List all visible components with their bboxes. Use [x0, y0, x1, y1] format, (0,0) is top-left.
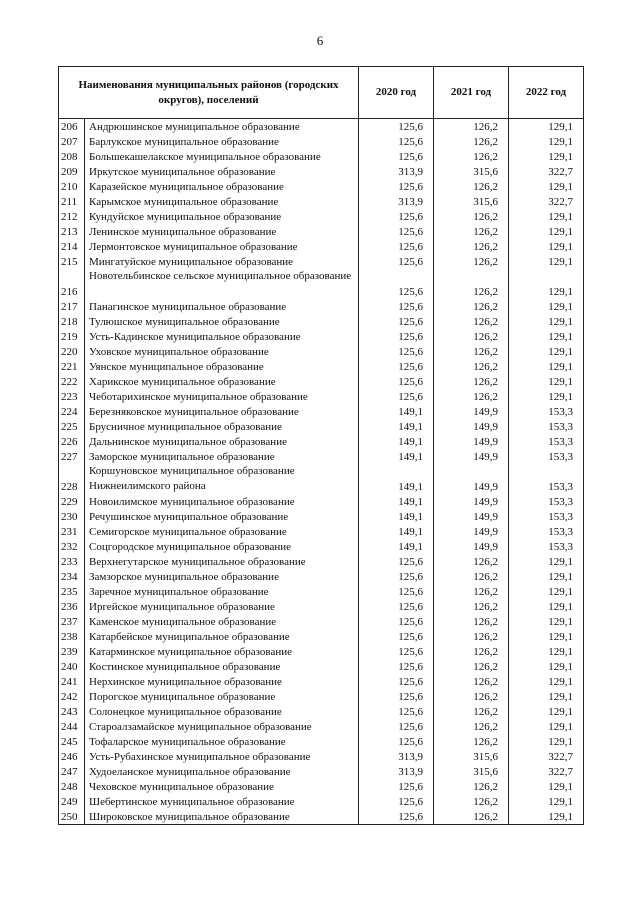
value-2022: 153,3 — [509, 509, 584, 524]
value-2020: 149,1 — [359, 539, 434, 554]
row-number: 215 — [59, 254, 85, 269]
table-row — [59, 524, 584, 539]
value-2021: 126,2 — [434, 299, 509, 314]
table-row — [59, 149, 584, 164]
row-name: Кундуйское муниципальное образование — [85, 209, 359, 224]
value-2021: 126,2 — [434, 704, 509, 719]
value-2021: 126,2 — [434, 674, 509, 689]
table-row — [59, 584, 584, 599]
allocation-table — [58, 66, 584, 825]
value-2021: 149,9 — [434, 524, 509, 539]
value-2020: 125,6 — [359, 809, 434, 825]
value-2021: 126,2 — [434, 254, 509, 269]
value-2022: 129,1 — [509, 374, 584, 389]
value-2021: 126,2 — [434, 734, 509, 749]
value-2022: 129,1 — [509, 269, 584, 299]
row-name: Чеховское муниципальное образование — [85, 779, 359, 794]
table-row — [59, 314, 584, 329]
row-number: 212 — [59, 209, 85, 224]
row-name: Катарбейское муниципальное образование — [85, 629, 359, 644]
value-2021: 149,9 — [434, 509, 509, 524]
value-2021: 315,6 — [434, 194, 509, 209]
table-row — [59, 134, 584, 149]
row-name: Харикское муниципальное образование — [85, 374, 359, 389]
value-2021: 126,2 — [434, 149, 509, 164]
value-2022: 129,1 — [509, 389, 584, 404]
value-2021: 149,9 — [434, 434, 509, 449]
value-2021: 126,2 — [434, 614, 509, 629]
row-name: Тофаларское муниципальное образование — [85, 734, 359, 749]
value-2021: 126,2 — [434, 209, 509, 224]
value-2022: 129,1 — [509, 299, 584, 314]
table-row — [59, 779, 584, 794]
value-2020: 125,6 — [359, 374, 434, 389]
value-2021: 126,2 — [434, 809, 509, 825]
value-2020: 149,1 — [359, 509, 434, 524]
page-number: 6 — [316, 33, 324, 48]
value-2020: 125,6 — [359, 779, 434, 794]
row-number: 228 — [59, 464, 85, 494]
value-2021: 126,2 — [434, 689, 509, 704]
value-2021: 149,9 — [434, 449, 509, 464]
value-2021: 149,9 — [434, 539, 509, 554]
value-2020: 313,9 — [359, 164, 434, 179]
table-row — [59, 809, 584, 825]
value-2021: 126,2 — [434, 224, 509, 239]
value-2022: 129,1 — [509, 359, 584, 374]
value-2020: 125,6 — [359, 254, 434, 269]
value-2020: 125,6 — [359, 704, 434, 719]
value-2021: 126,2 — [434, 569, 509, 584]
value-2020: 125,6 — [359, 269, 434, 299]
value-2021: 126,2 — [434, 389, 509, 404]
value-2022: 322,7 — [509, 194, 584, 209]
header-2021: 2021 год — [434, 67, 509, 119]
row-number: 216 — [59, 269, 85, 299]
row-number: 240 — [59, 659, 85, 674]
row-name: Иргейское муниципальное образование — [85, 599, 359, 614]
row-name: Усть-Кадинское муниципальное образование — [85, 329, 359, 344]
row-name: Семигорское муниципальное образование — [85, 524, 359, 539]
row-name: Новоилимское муниципальное образование — [85, 494, 359, 509]
row-name: Карымское муниципальное образование — [85, 194, 359, 209]
value-2020: 125,6 — [359, 569, 434, 584]
value-2020: 125,6 — [359, 344, 434, 359]
value-2021: 126,2 — [434, 269, 509, 299]
row-number: 218 — [59, 314, 85, 329]
value-2021: 126,2 — [434, 599, 509, 614]
row-name: Большекашелакское муниципальное образование — [85, 149, 359, 164]
value-2022: 129,1 — [509, 224, 584, 239]
value-2020: 125,6 — [359, 644, 434, 659]
value-2021: 126,2 — [434, 329, 509, 344]
table-row — [59, 269, 584, 299]
row-name: Коршуновское муниципальное образование Нижнеилимского района — [85, 464, 359, 494]
value-2022: 153,3 — [509, 524, 584, 539]
row-number: 249 — [59, 794, 85, 809]
value-2021: 126,2 — [434, 134, 509, 149]
value-2022: 129,1 — [509, 209, 584, 224]
value-2020: 125,6 — [359, 209, 434, 224]
row-number: 225 — [59, 419, 85, 434]
row-name: Соцгородское муниципальное образование — [85, 539, 359, 554]
row-number: 242 — [59, 689, 85, 704]
table-row — [59, 689, 584, 704]
row-number: 206 — [59, 119, 85, 135]
row-number: 235 — [59, 584, 85, 599]
row-name: Речушинское муниципальное образование — [85, 509, 359, 524]
value-2022: 129,1 — [509, 239, 584, 254]
row-number: 234 — [59, 569, 85, 584]
row-name: Панагинское муниципальное образование — [85, 299, 359, 314]
row-name: Солонецкое муниципальное образование — [85, 704, 359, 719]
header-2020: 2020 год — [359, 67, 434, 119]
value-2022: 129,1 — [509, 719, 584, 734]
value-2021: 315,6 — [434, 764, 509, 779]
row-number: 232 — [59, 539, 85, 554]
value-2021: 315,6 — [434, 749, 509, 764]
value-2021: 126,2 — [434, 554, 509, 569]
row-name: Брусничное муниципальное образование — [85, 419, 359, 434]
value-2022: 129,1 — [509, 629, 584, 644]
table-row — [59, 329, 584, 344]
value-2021: 126,2 — [434, 359, 509, 374]
table-row — [59, 464, 584, 494]
value-2022: 129,1 — [509, 119, 584, 135]
row-name: Березняковское муниципальное образование — [85, 404, 359, 419]
value-2020: 313,9 — [359, 749, 434, 764]
value-2022: 129,1 — [509, 704, 584, 719]
value-2021: 149,9 — [434, 404, 509, 419]
value-2020: 125,6 — [359, 584, 434, 599]
table-row — [59, 674, 584, 689]
table-row — [59, 419, 584, 434]
value-2020: 149,1 — [359, 434, 434, 449]
value-2022: 129,1 — [509, 689, 584, 704]
value-2021: 126,2 — [434, 779, 509, 794]
row-name: Уянское муниципальное образование — [85, 359, 359, 374]
table-row — [59, 239, 584, 254]
value-2021: 126,2 — [434, 239, 509, 254]
row-name: Мингатуйское муниципальное образование — [85, 254, 359, 269]
row-name: Порогское муниципальное образование — [85, 689, 359, 704]
row-name: Усть-Рубахинское муниципальное образование — [85, 749, 359, 764]
row-number: 224 — [59, 404, 85, 419]
value-2022: 153,3 — [509, 434, 584, 449]
row-name: Широковское муниципальное образование — [85, 809, 359, 825]
header-2022: 2022 год — [509, 67, 584, 119]
value-2020: 125,6 — [359, 629, 434, 644]
value-2020: 125,6 — [359, 389, 434, 404]
row-name: Шебертинское муниципальное образование — [85, 794, 359, 809]
table-row — [59, 179, 584, 194]
table-row — [59, 539, 584, 554]
value-2022: 129,1 — [509, 644, 584, 659]
value-2022: 322,7 — [509, 749, 584, 764]
table-row — [59, 209, 584, 224]
value-2021: 126,2 — [434, 644, 509, 659]
table-row — [59, 389, 584, 404]
value-2021: 126,2 — [434, 344, 509, 359]
value-2020: 125,6 — [359, 689, 434, 704]
value-2022: 129,1 — [509, 734, 584, 749]
row-number: 229 — [59, 494, 85, 509]
value-2021: 126,2 — [434, 659, 509, 674]
value-2020: 125,6 — [359, 359, 434, 374]
table-row — [59, 629, 584, 644]
value-2020: 125,6 — [359, 119, 434, 135]
value-2020: 149,1 — [359, 494, 434, 509]
value-2020: 125,6 — [359, 329, 434, 344]
value-2020: 125,6 — [359, 134, 434, 149]
value-2021: 149,9 — [434, 494, 509, 509]
value-2020: 125,6 — [359, 719, 434, 734]
value-2022: 129,1 — [509, 809, 584, 825]
row-name: Уховское муниципальное образование — [85, 344, 359, 359]
value-2020: 149,1 — [359, 449, 434, 464]
row-number: 250 — [59, 809, 85, 825]
value-2020: 125,6 — [359, 794, 434, 809]
table-row — [59, 599, 584, 614]
value-2021: 315,6 — [434, 164, 509, 179]
row-number: 244 — [59, 719, 85, 734]
value-2021: 149,9 — [434, 464, 509, 494]
value-2022: 153,3 — [509, 464, 584, 494]
row-name: Андрюшинское муниципальное образование — [85, 119, 359, 135]
value-2020: 125,6 — [359, 224, 434, 239]
value-2020: 125,6 — [359, 179, 434, 194]
row-number: 221 — [59, 359, 85, 374]
value-2020: 125,6 — [359, 674, 434, 689]
value-2022: 129,1 — [509, 329, 584, 344]
table-row — [59, 434, 584, 449]
value-2022: 153,3 — [509, 419, 584, 434]
value-2022: 129,1 — [509, 149, 584, 164]
table-row — [59, 194, 584, 209]
table-row — [59, 254, 584, 269]
row-number: 217 — [59, 299, 85, 314]
row-name: Заречное муниципальное образование — [85, 584, 359, 599]
table-row — [59, 359, 584, 374]
row-number: 239 — [59, 644, 85, 659]
value-2020: 125,6 — [359, 299, 434, 314]
row-name: Барлукское муниципальное образование — [85, 134, 359, 149]
row-name: Новотельбинское сельское муниципальное образование — [85, 269, 359, 299]
value-2021: 126,2 — [434, 314, 509, 329]
value-2020: 125,6 — [359, 599, 434, 614]
row-number: 233 — [59, 554, 85, 569]
value-2021: 126,2 — [434, 179, 509, 194]
value-2020: 125,6 — [359, 149, 434, 164]
row-number: 248 — [59, 779, 85, 794]
row-name: Замзорское муниципальное образование — [85, 569, 359, 584]
row-name: Тулюшское муниципальное образование — [85, 314, 359, 329]
value-2022: 129,1 — [509, 344, 584, 359]
value-2022: 129,1 — [509, 179, 584, 194]
value-2022: 153,3 — [509, 449, 584, 464]
value-2021: 126,2 — [434, 374, 509, 389]
value-2021: 149,9 — [434, 419, 509, 434]
row-number: 214 — [59, 239, 85, 254]
row-number: 223 — [59, 389, 85, 404]
value-2022: 153,3 — [509, 404, 584, 419]
table-row — [59, 569, 584, 584]
row-name: Нерхинское муниципальное образование — [85, 674, 359, 689]
table-row — [59, 794, 584, 809]
value-2022: 129,1 — [509, 794, 584, 809]
table-row — [59, 374, 584, 389]
row-name: Староалзамайское муниципальное образование — [85, 719, 359, 734]
row-name: Чеботарихинское муниципальное образование — [85, 389, 359, 404]
row-number: 227 — [59, 449, 85, 464]
table-header — [59, 67, 584, 119]
table-row — [59, 224, 584, 239]
row-name: Ленинское муниципальное образование — [85, 224, 359, 239]
table-row — [59, 554, 584, 569]
value-2020: 149,1 — [359, 404, 434, 419]
row-name: Иркутское муниципальное образование — [85, 164, 359, 179]
table-row — [59, 659, 584, 674]
row-number: 208 — [59, 149, 85, 164]
value-2022: 129,1 — [509, 584, 584, 599]
row-number: 245 — [59, 734, 85, 749]
row-number: 241 — [59, 674, 85, 689]
row-number: 238 — [59, 629, 85, 644]
table-row — [59, 734, 584, 749]
row-number: 246 — [59, 749, 85, 764]
row-number: 247 — [59, 764, 85, 779]
row-name: Худоеланское муниципальное образование — [85, 764, 359, 779]
value-2020: 149,1 — [359, 419, 434, 434]
value-2022: 322,7 — [509, 764, 584, 779]
row-number: 222 — [59, 374, 85, 389]
value-2020: 125,6 — [359, 554, 434, 569]
value-2022: 153,3 — [509, 539, 584, 554]
table-row — [59, 509, 584, 524]
row-number: 230 — [59, 509, 85, 524]
row-number: 236 — [59, 599, 85, 614]
value-2022: 129,1 — [509, 569, 584, 584]
value-2020: 125,6 — [359, 659, 434, 674]
row-number: 219 — [59, 329, 85, 344]
row-name: Каразейское муниципальное образование — [85, 179, 359, 194]
value-2022: 129,1 — [509, 599, 584, 614]
value-2022: 129,1 — [509, 254, 584, 269]
row-number: 213 — [59, 224, 85, 239]
value-2022: 129,1 — [509, 134, 584, 149]
table-row — [59, 344, 584, 359]
value-2020: 125,6 — [359, 614, 434, 629]
header-name-column: Наименования муниципальных районов (городских округов), поселений — [59, 67, 359, 119]
table-row — [59, 749, 584, 764]
row-number: 231 — [59, 524, 85, 539]
row-name: Заморское муниципальное образование — [85, 449, 359, 464]
row-number: 220 — [59, 344, 85, 359]
value-2020: 149,1 — [359, 524, 434, 539]
value-2021: 126,2 — [434, 629, 509, 644]
row-number: 209 — [59, 164, 85, 179]
value-2022: 129,1 — [509, 659, 584, 674]
value-2022: 129,1 — [509, 674, 584, 689]
value-2020: 313,9 — [359, 194, 434, 209]
value-2022: 129,1 — [509, 614, 584, 629]
value-2021: 126,2 — [434, 119, 509, 135]
row-number: 237 — [59, 614, 85, 629]
row-name: Дальнинское муниципальное образование — [85, 434, 359, 449]
row-name: Катарминское муниципальное образование — [85, 644, 359, 659]
table-body — [59, 119, 584, 825]
value-2022: 129,1 — [509, 314, 584, 329]
value-2020: 125,6 — [359, 734, 434, 749]
value-2020: 313,9 — [359, 764, 434, 779]
table-row — [59, 614, 584, 629]
table-row — [59, 704, 584, 719]
table-row — [59, 299, 584, 314]
table-row — [59, 719, 584, 734]
table-row — [59, 164, 584, 179]
value-2022: 129,1 — [509, 779, 584, 794]
value-2021: 126,2 — [434, 584, 509, 599]
row-name: Костинское муниципальное образование — [85, 659, 359, 674]
row-number: 226 — [59, 434, 85, 449]
row-number: 210 — [59, 179, 85, 194]
row-name: Каменское муниципальное образование — [85, 614, 359, 629]
value-2022: 322,7 — [509, 164, 584, 179]
value-2021: 126,2 — [434, 794, 509, 809]
row-number: 243 — [59, 704, 85, 719]
table-row — [59, 404, 584, 419]
table-row — [59, 494, 584, 509]
row-name: Лермонтовское муниципальное образование — [85, 239, 359, 254]
value-2020: 125,6 — [359, 239, 434, 254]
table-row — [59, 764, 584, 779]
value-2020: 149,1 — [359, 464, 434, 494]
value-2022: 129,1 — [509, 554, 584, 569]
table-row — [59, 644, 584, 659]
row-name: Верхнегутарское муниципальное образование — [85, 554, 359, 569]
row-number: 207 — [59, 134, 85, 149]
table-row — [59, 449, 584, 464]
row-number: 211 — [59, 194, 85, 209]
table-row — [59, 119, 584, 135]
value-2020: 125,6 — [359, 314, 434, 329]
value-2021: 126,2 — [434, 719, 509, 734]
value-2022: 153,3 — [509, 494, 584, 509]
